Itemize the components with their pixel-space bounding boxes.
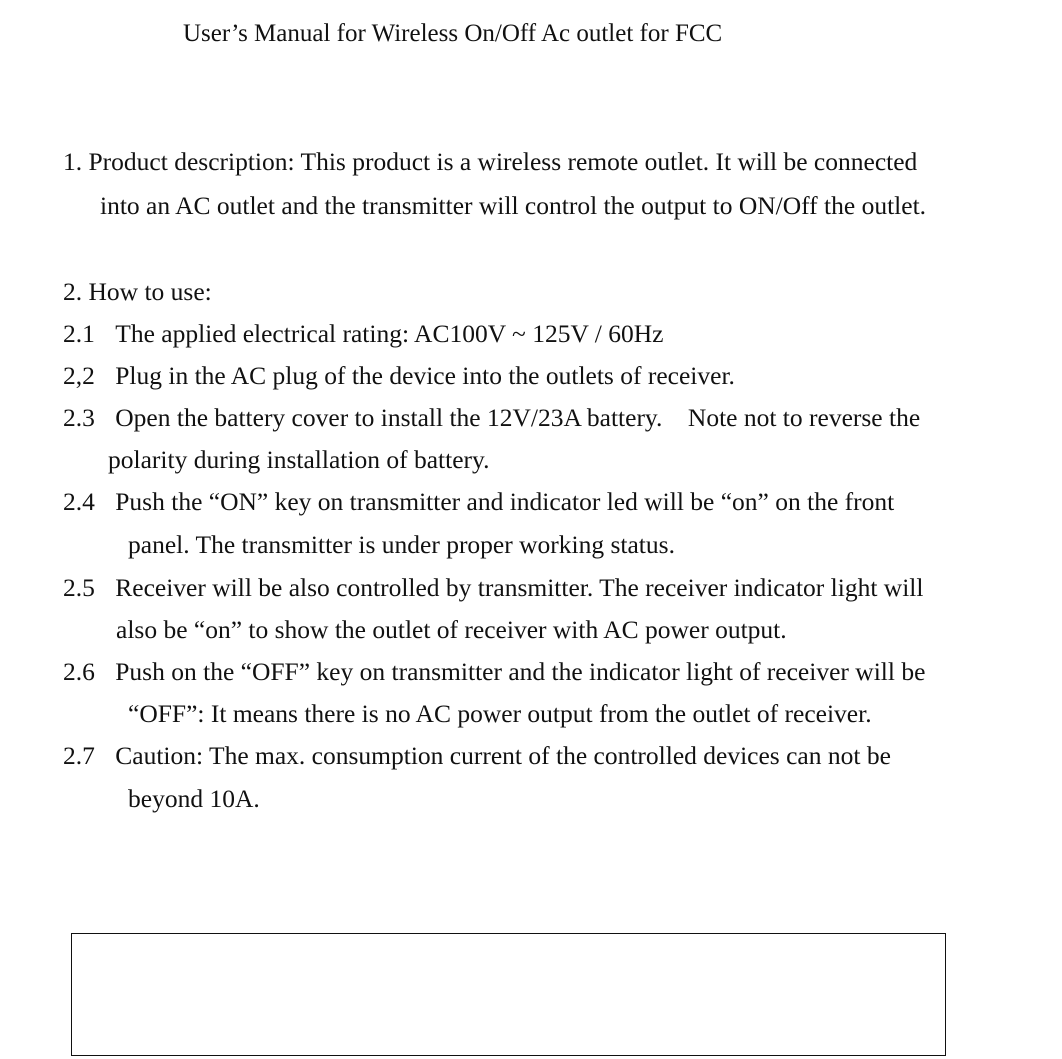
section-1-line-2: into an AC outlet and the transmitter will control the output to ON/Off the outlet. bbox=[100, 191, 927, 220]
item-text: Push the “ON” key on transmitter and indicator led will be “on” on the front bbox=[115, 487, 895, 516]
item-number: 2.4 bbox=[63, 487, 95, 516]
list-item-2-4 bbox=[63, 489, 894, 515]
list-item-2-3-continuation: polarity during installation of battery. bbox=[108, 445, 490, 474]
empty-bordered-box bbox=[71, 933, 946, 1056]
list-item-2-6 bbox=[63, 659, 925, 685]
document-title: User’s Manual for Wireless On/Off Ac outlet for FCC bbox=[183, 20, 723, 47]
item-number: 2.6 bbox=[63, 657, 95, 686]
item-number: 2,2 bbox=[63, 361, 95, 390]
list-item-2-7 bbox=[63, 743, 891, 769]
item-text: Push on the “OFF” key on transmitter and the indicator light of receiver will be bbox=[115, 657, 926, 686]
item-text: Receiver will be also controlled by transmitter. The receiver indicator light will bbox=[115, 573, 924, 602]
list-item-2-5-continuation: also be “on” to show the outlet of receiver with AC power output. bbox=[116, 615, 787, 644]
list-item-2-7-continuation: beyond 10A. bbox=[128, 784, 260, 813]
list-item-2-6-continuation: “OFF”: It means there is no AC power output from the outlet of receiver. bbox=[128, 699, 872, 728]
list-item-2-4-continuation: panel. The transmitter is under proper working status. bbox=[128, 530, 675, 559]
item-text: Plug in the AC plug of the device into the outlets of receiver. bbox=[115, 361, 735, 390]
section-1-line-1: 1. Product description: This product is a wireless remote outlet. It will be connected bbox=[63, 147, 918, 176]
item-text: Caution: The max. consumption current of the controlled devices can not be bbox=[115, 741, 891, 770]
item-number: 2.5 bbox=[63, 573, 95, 602]
item-number: 2.1 bbox=[63, 319, 95, 348]
list-item-2-3 bbox=[63, 405, 920, 431]
list-item-2-5 bbox=[63, 575, 923, 601]
list-item-2-2 bbox=[63, 363, 735, 389]
item-text: The applied electrical rating: AC100V ~ 125V / 60Hz bbox=[115, 319, 664, 348]
item-number: 2.7 bbox=[63, 741, 95, 770]
list-item-2-1 bbox=[63, 321, 663, 347]
item-number: 2.3 bbox=[63, 403, 95, 432]
item-text: Open the battery cover to install the 12V/23A battery. Note not to reverse the bbox=[115, 403, 921, 432]
section-2-heading: 2. How to use: bbox=[63, 277, 212, 306]
